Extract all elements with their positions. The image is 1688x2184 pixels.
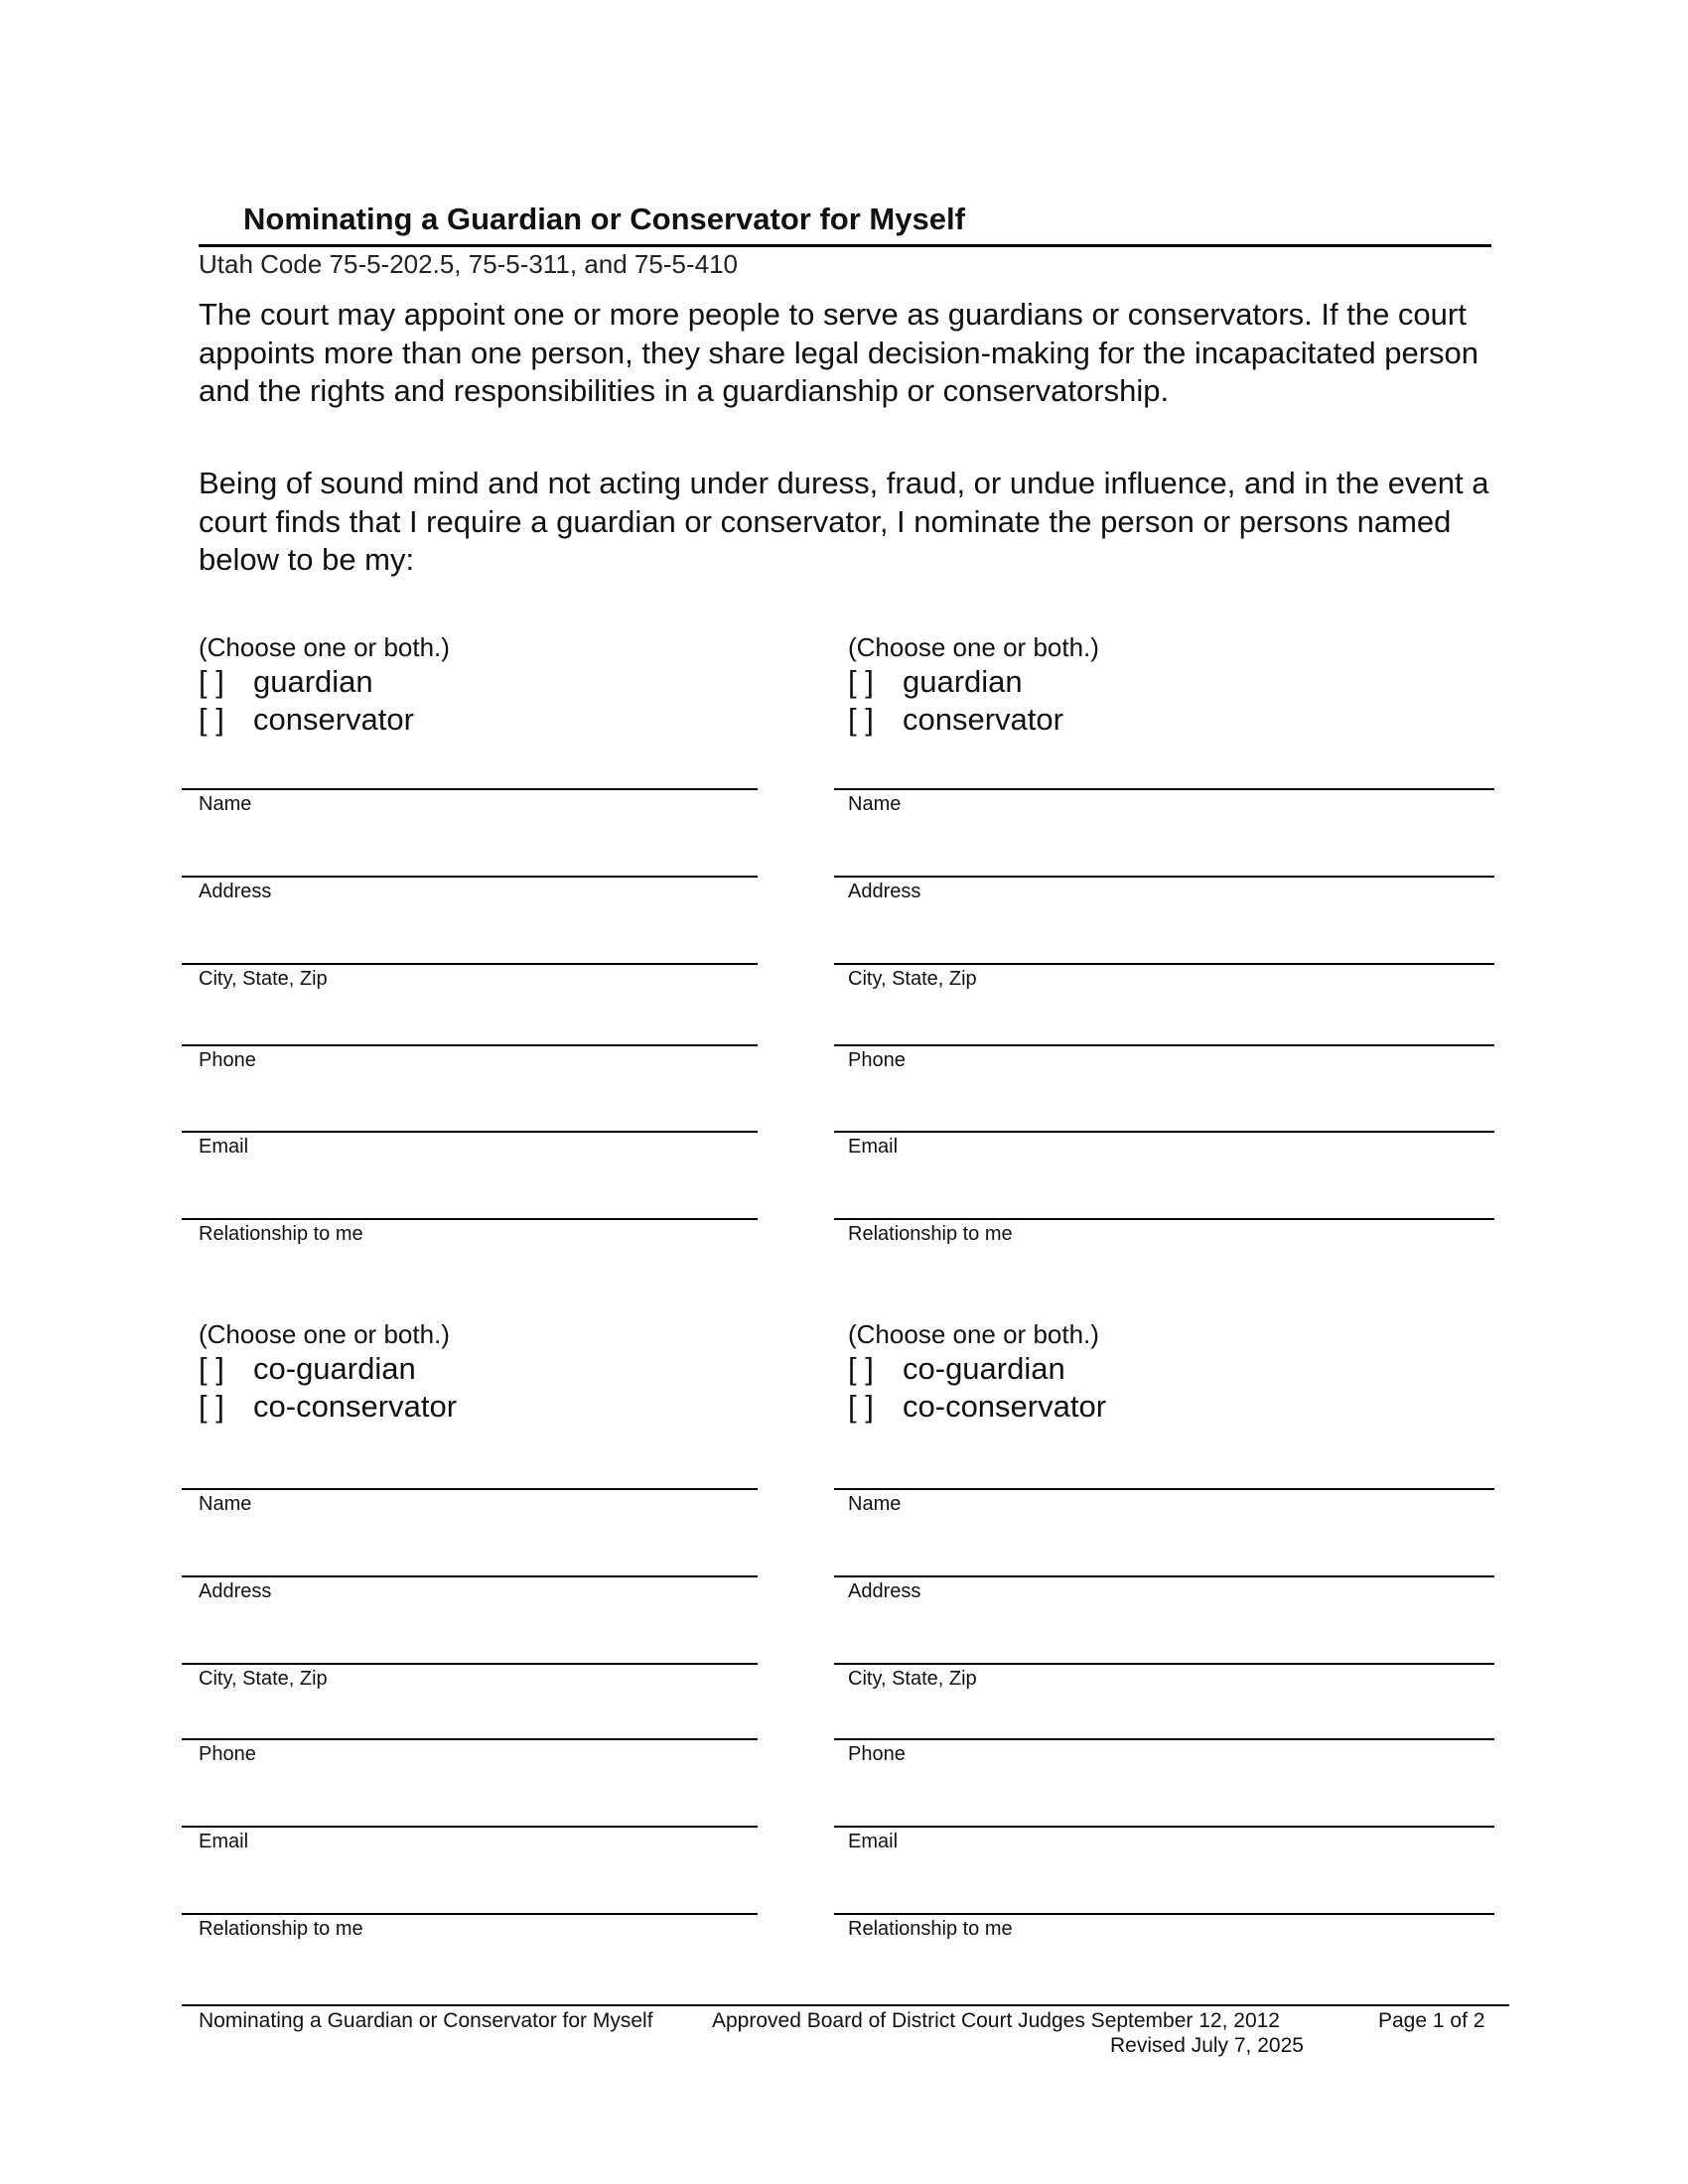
name-label: Name: [199, 1493, 252, 1515]
city-state-zip-line[interactable]: [182, 1663, 758, 1665]
address-line[interactable]: [182, 1575, 758, 1577]
relationship-line[interactable]: [834, 1218, 1494, 1220]
checkbox[interactable]: [ ]: [199, 1389, 224, 1424]
page-number: Page 1 of 2: [1378, 2009, 1485, 2032]
co-conservator-option[interactable]: [ ] co-conservator: [199, 1389, 458, 1424]
checkbox[interactable]: [ ]: [199, 1351, 224, 1386]
page-title: Nominating a Guardian or Conservator for Myself: [243, 202, 965, 236]
name-line[interactable]: [834, 1488, 1494, 1490]
name-line[interactable]: [182, 788, 758, 790]
checkbox[interactable]: [ ]: [848, 1351, 874, 1386]
city-state-zip-label: City, State, Zip: [199, 1668, 328, 1690]
address-label: Address: [848, 1580, 921, 1602]
co-guardian-option[interactable]: [ ] co-guardian: [199, 1351, 416, 1386]
city-state-zip-label: City, State, Zip: [848, 1668, 977, 1690]
checkbox[interactable]: [ ]: [848, 1389, 874, 1424]
relationship-label: Relationship to me: [848, 1223, 1013, 1245]
checkbox[interactable]: [ ]: [199, 664, 224, 699]
co-conservator-option[interactable]: [ ] co-conservator: [848, 1389, 1107, 1424]
phone-label: Phone: [848, 1743, 906, 1765]
checkbox[interactable]: [ ]: [848, 664, 874, 699]
email-line[interactable]: [182, 1131, 758, 1133]
relationship-label: Relationship to me: [199, 1223, 363, 1245]
email-label: Email: [848, 1831, 899, 1852]
address-label: Address: [199, 881, 272, 902]
choose-instruction: (Choose one or both.): [848, 1319, 1099, 1349]
footer-approval: Approved Board of District Court Judges September 12, 2012: [712, 2009, 1280, 2032]
address-label: Address: [848, 881, 921, 902]
phone-line[interactable]: [182, 1044, 758, 1046]
relationship-line[interactable]: [834, 1913, 1494, 1915]
phone-line[interactable]: [182, 1738, 758, 1740]
address-line[interactable]: [182, 876, 758, 878]
nomination-statement: Being of sound mind and not acting under duress, fraud, or undue influence, and in the event a court finds that I require a guardian or conservator, I nominate the person or persons named below to be my:: [199, 466, 1489, 577]
choose-instruction: (Choose one or both.): [848, 632, 1099, 662]
code-citation: Utah Code 75-5-202.5, 75-5-311, and 75-5-410: [199, 249, 739, 279]
name-label: Name: [199, 793, 252, 815]
address-line[interactable]: [834, 1575, 1494, 1577]
address-label: Address: [199, 1580, 272, 1602]
footer-revised: Revised July 7, 2025: [1110, 2034, 1304, 2057]
email-line[interactable]: [834, 1131, 1494, 1133]
footer-form-title: Nominating a Guardian or Conservator for Myself: [199, 2009, 653, 2032]
name-line[interactable]: [834, 788, 1494, 790]
address-line[interactable]: [834, 876, 1494, 878]
conservator-option[interactable]: [ ] conservator: [199, 702, 414, 737]
email-line[interactable]: [834, 1826, 1494, 1828]
choose-instruction: (Choose one or both.): [199, 632, 450, 662]
email-label: Email: [199, 1136, 249, 1158]
name-label: Name: [848, 793, 902, 815]
conservator-option[interactable]: [ ] conservator: [848, 702, 1063, 737]
city-state-zip-line[interactable]: [182, 963, 758, 965]
city-state-zip-label: City, State, Zip: [848, 968, 977, 990]
relationship-line[interactable]: [182, 1913, 758, 1915]
name-line[interactable]: [182, 1488, 758, 1490]
choose-instruction: (Choose one or both.): [199, 1319, 450, 1349]
footer-divider: [182, 2004, 1509, 2006]
guardian-option[interactable]: [ ] guardian: [199, 664, 373, 699]
city-state-zip-line[interactable]: [834, 963, 1494, 965]
phone-label: Phone: [199, 1743, 256, 1765]
phone-line[interactable]: [834, 1738, 1494, 1740]
title-divider: [199, 244, 1491, 247]
relationship-line[interactable]: [182, 1218, 758, 1220]
email-label: Email: [848, 1136, 899, 1158]
city-state-zip-label: City, State, Zip: [199, 968, 328, 990]
checkbox[interactable]: [ ]: [199, 702, 224, 737]
email-line[interactable]: [182, 1826, 758, 1828]
phone-label: Phone: [199, 1049, 256, 1071]
email-label: Email: [199, 1831, 249, 1852]
relationship-label: Relationship to me: [199, 1918, 363, 1940]
phone-line[interactable]: [834, 1044, 1494, 1046]
city-state-zip-line[interactable]: [834, 1663, 1494, 1665]
name-label: Name: [848, 1493, 902, 1515]
phone-label: Phone: [848, 1049, 906, 1071]
co-guardian-option[interactable]: [ ] co-guardian: [848, 1351, 1065, 1386]
guardian-option[interactable]: [ ] guardian: [848, 664, 1023, 699]
relationship-label: Relationship to me: [848, 1918, 1013, 1940]
intro-paragraph: The court may appoint one or more people to serve as guardians or conservators. If the court appoints more than one person, they share legal decision-making for the incapacitated person and the rights and responsibilities in a guardianship or conservatorship.: [199, 297, 1479, 408]
checkbox[interactable]: [ ]: [848, 702, 874, 737]
